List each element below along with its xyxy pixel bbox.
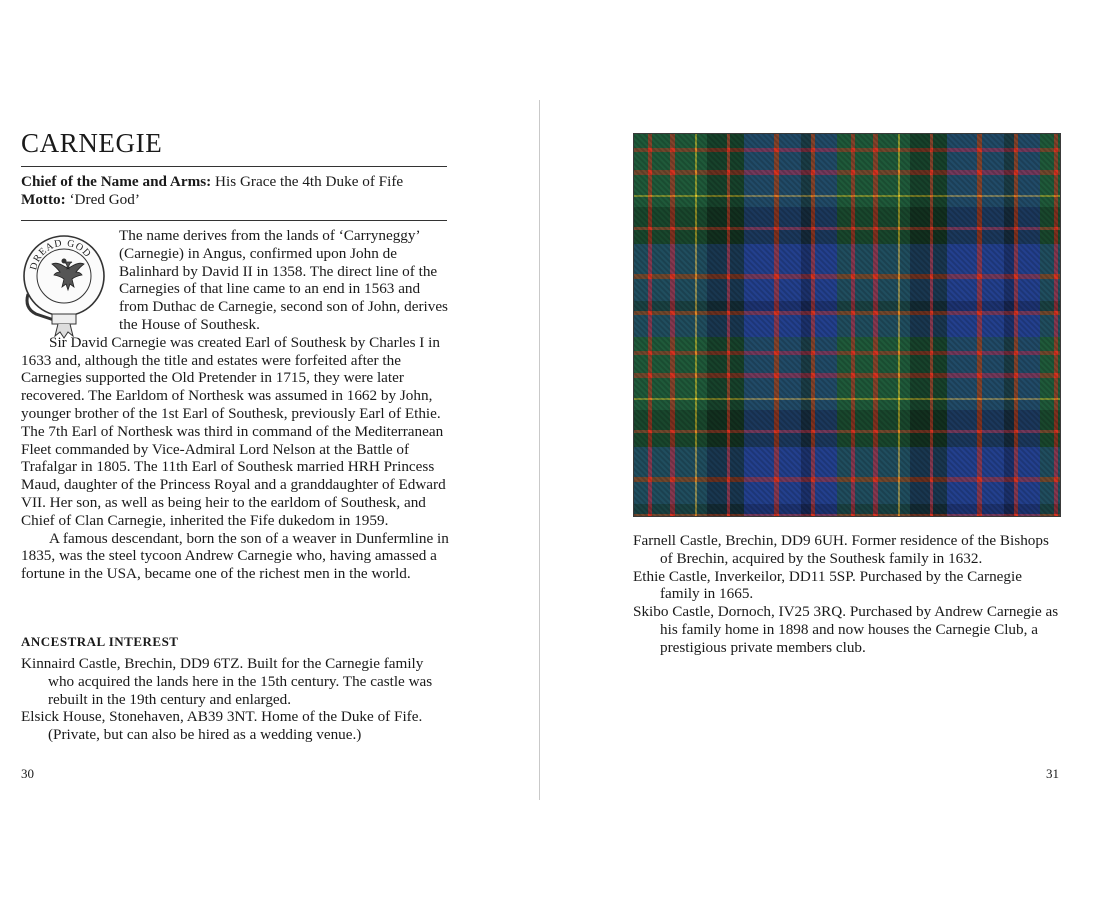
crest-motto: DREAD GOD <box>28 237 94 272</box>
right-page <box>541 0 1100 900</box>
list-item: Elsick House, Stonehaven, AB39 3NT. Home of the Duke of Fife. (Private, but can also be hired as a wedding venue.) <box>21 708 423 744</box>
page-title: CARNEGIE <box>21 128 163 158</box>
section-heading: ANCESTRAL INTEREST <box>21 634 179 649</box>
motto-label: Motto: <box>21 191 66 208</box>
title-rule <box>21 166 447 167</box>
page-number: 30 <box>21 766 34 781</box>
motto-value: ‘Dred God’ <box>69 191 140 208</box>
ancestral-interest-list-continued <box>633 532 1063 657</box>
list-item: Ethie Castle, Inverkeilor, DD11 5SP. Purchased by the Carnegie family in 1665. <box>633 567 1022 603</box>
chief-label: Chief of the Name and Arms: <box>21 173 212 190</box>
page-number: 31 <box>1046 766 1059 781</box>
list-item: Skibo Castle, Dornoch, IV25 3RQ. Purchased by Andrew Carnegie as his family home in 1898 and now houses the Carnegie Club, a prestigious private members club. <box>633 603 1059 656</box>
history-text <box>21 227 449 583</box>
history-paragraph: A famous descendant, born the son of a weaver in Dunfermline in 1835, was the steel tycoon Andrew Carnegie who, having amassed a fortune in the USA, became one of the richest men in the world. <box>21 529 449 583</box>
list-item: Farnell Castle, Brechin, DD9 6UH. Former residence of the Bishops of Brechin, acquired by the Southesk family in 1632. <box>633 532 1049 567</box>
meta-rule <box>21 220 447 221</box>
ancestral-interest-list <box>21 655 451 744</box>
chief-motto-block <box>21 173 451 209</box>
chief-line <box>21 173 451 191</box>
page-gutter <box>539 100 540 800</box>
motto-line <box>21 191 451 209</box>
history-paragraph: Sir David Carnegie was created Earl of Southesk by Charles I in 1633 and, although the title and estates were forfeited after the Carnegies supported the Old Pretender in 1715, they were later recovered. The Earldom of Northesk was assumed in 1662 by John, younger brother of the 1st Earl of Southesk, previously Earl of Ethie. The 7th Earl of Northesk was third in command of the Mediterranean Fleet commanded by Vice-Admiral Lord Nelson at the Battle of Trafalgar in 1805. The 11th Earl of Southesk married HRH Princess Maud, daughter of the Princess Royal and a granddaughter of Edward VII. Her son, as well as being heir to the earldom of Southesk, and Chief of Clan Carnegie, inherited the Fife dukedom in 1959. <box>21 333 446 529</box>
chief-value: His Grace the 4th Duke of Fife <box>215 173 404 190</box>
history-paragraph: The name derives from the lands of ‘Carryneggy’ (Carnegie) in Angus, confirmed upon John de Balinhard by David II in 1358. The direct line of the Carnegies of that line came to an end in 1563 and from Duthac de Carnegie, second son of John, derives the House of Southesk. <box>119 227 448 333</box>
left-page <box>0 0 540 900</box>
tartan-swatch-image <box>633 133 1061 517</box>
list-item: Kinnaird Castle, Brechin, DD9 6TZ. Built for the Carnegie family who acquired the lands here in the 15th century. The castle was rebuilt in the 19th century and enlarged. <box>21 655 433 708</box>
